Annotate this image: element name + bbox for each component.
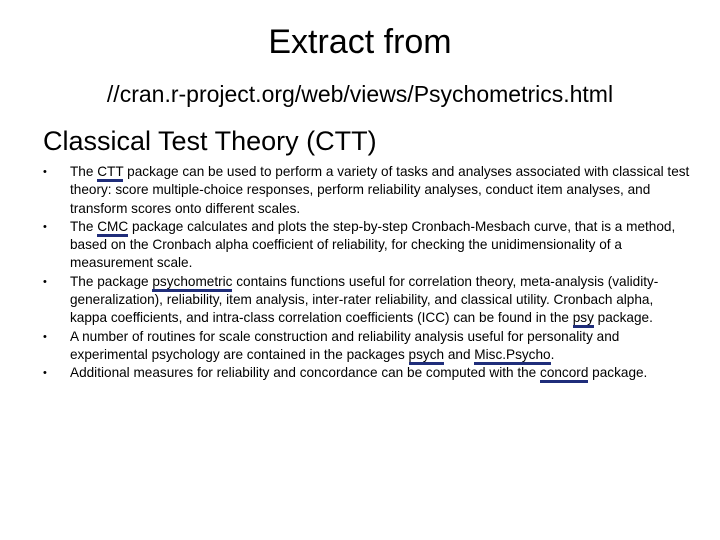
link-concord[interactable]: concord (540, 365, 588, 383)
slide-title: Extract from (268, 23, 452, 61)
bullet-item-ctt (43, 163, 693, 218)
bullet-item-cmc (43, 218, 693, 273)
link-psychometric[interactable]: psychometric (152, 274, 232, 292)
bullet-text: package. (588, 365, 648, 381)
bullet-text: The (70, 218, 98, 234)
bullet-item-psychometric (43, 273, 693, 328)
link-ctt[interactable]: CTT (97, 164, 123, 182)
bullet-icon: • (43, 220, 47, 233)
bullet-icon: • (43, 166, 47, 178)
bullet-text: The package (70, 273, 153, 289)
link-psych[interactable]: psych (409, 347, 445, 365)
source-url: //cran.r-project.org/web/views/Psychometrics.html (106, 81, 614, 107)
bullet-text: . (550, 346, 555, 362)
bullet-text: The (70, 164, 98, 179)
bullet-icon: • (43, 275, 47, 288)
bullet-icon: • (43, 330, 47, 343)
link-misc-psycho[interactable]: Misc.Psycho (474, 347, 550, 365)
bullet-item-psych (43, 328, 693, 365)
bullet-list (43, 163, 693, 383)
link-cmc[interactable]: CMC (97, 219, 128, 237)
bullet-text: package can be used to perform a variety of tasks and analyses associated with classical test theory: score multiple-choice responses, perform reliability analyses, conduct item analyses, and transform scores onto different scales. (70, 164, 690, 216)
link-psy[interactable]: psy (573, 310, 594, 328)
bullet-text: package calculates and plots the step-by-step Cronbach-Mesbach curve, that is a method, based on the Cronbach alpha coefficient of reliability, for checking the unidimensionality of a measurement scale. (70, 218, 676, 271)
section-heading: Classical Test Theory (CTT) (43, 126, 377, 156)
bullet-text: Additional measures for reliability and concordance can be computed with the (70, 365, 541, 381)
bullet-text: A number of routines for scale construction and reliability analysis useful for personality and experimental psychology are contained in the packages (70, 328, 620, 362)
bullet-text: package. (593, 310, 653, 326)
bullet-text: and (444, 346, 475, 362)
bullet-item-concord (43, 364, 693, 382)
bullet-icon: • (43, 367, 47, 380)
bullet-text: contains functions useful for correlation theory, meta-analysis (validity-generalization), reliability, item analysis, inter-rater reliability, and classical utility. Cronbach alpha, kappa coefficients, and intra-class correlation coefficients (ICC) can be found in the (70, 273, 659, 326)
